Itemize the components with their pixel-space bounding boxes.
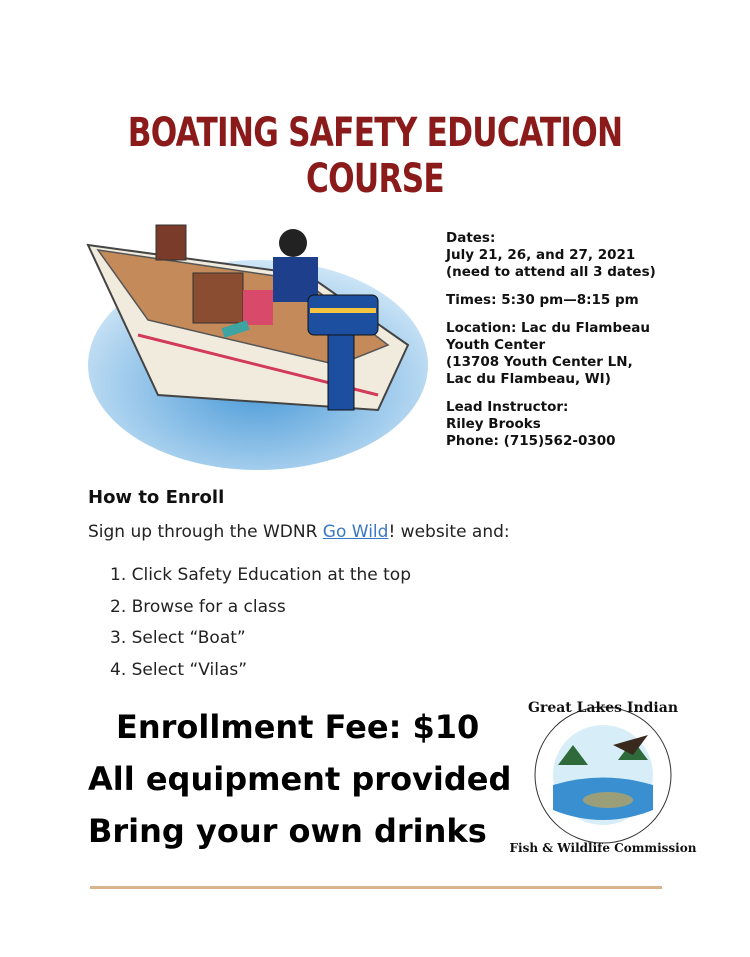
page-title: BOATING SAFETY EDUCATION COURSE [127,110,623,202]
signup-prefix: Sign up through the WDNR [88,522,323,542]
dates-value: July 21, 26, and 27, 2021 [446,247,636,263]
equipment-note: All equipment provided [88,760,512,798]
dates-label: Dates: [446,230,496,246]
enroll-steps [110,565,411,691]
enrollment-fee: Enrollment Fee: $10 [116,708,480,746]
event-details [446,230,746,461]
boat-illustration [78,215,428,475]
location-line3: (13708 Youth Center LN, [446,354,633,370]
times: Times: 5:30 pm—8:15 pm [446,292,639,308]
list-item: 3. Select “Boat” [110,628,246,648]
instructor-name: Riley Brooks [446,416,541,432]
go-wild-link[interactable]: Go Wild [322,522,389,542]
enroll-heading: How to Enroll [88,487,225,508]
glifwc-logo [498,690,708,860]
dates-note: (need to attend all 3 dates) [446,264,656,280]
location-line2: Youth Center [446,337,546,353]
instructor-label: Lead Instructor: [446,399,569,415]
logo-bottom-text: Fish & Wildlife Commission [509,841,697,855]
signup-text [88,522,510,542]
list-item: 1. Click Safety Education at the top [110,565,412,585]
location-line4: Lac du Flambeau, WI) [446,371,611,387]
location-line1: Location: Lac du Flambeau [446,320,651,336]
list-item: 2. Browse for a class [110,596,286,617]
bottom-divider [90,886,662,889]
phone: Phone: (715)562-0300 [446,433,616,449]
logo-top-text: Great Lakes Indian [527,700,679,716]
drinks-note: Bring your own drinks [88,812,487,850]
list-item: 4. Select “Vilas” [110,659,248,680]
signup-suffix: ! website and: [388,522,510,542]
